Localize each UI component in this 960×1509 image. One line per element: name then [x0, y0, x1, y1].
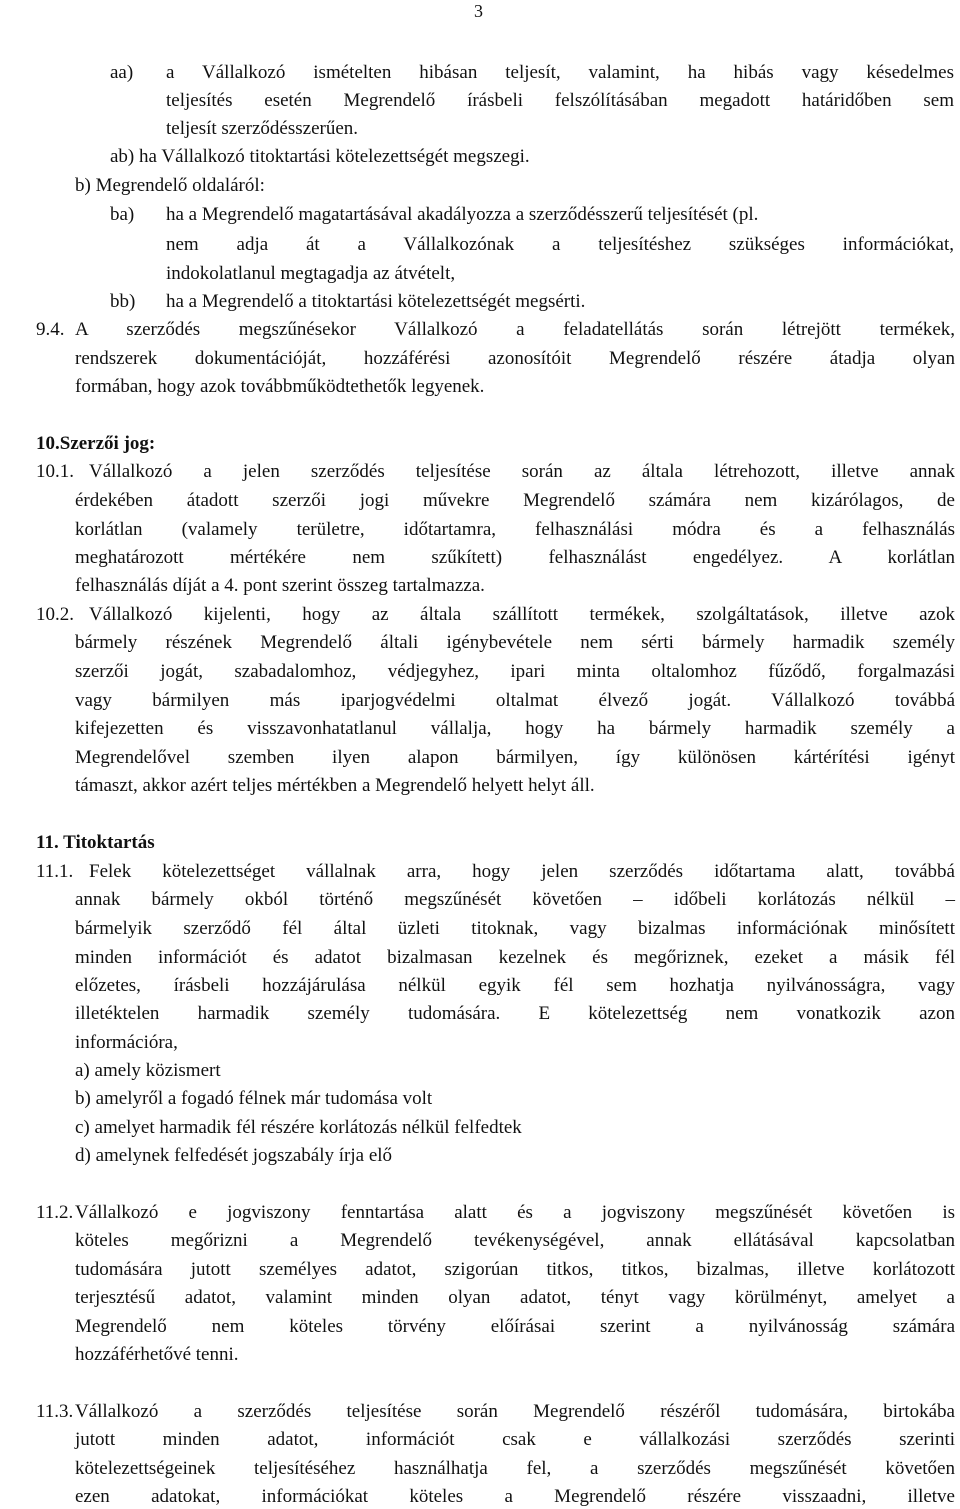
para-10-2-line: bármely részének Megrendelő általi igénybevétele nem sérti bármely harmadik személy: [75, 632, 955, 653]
section-10-heading: 10.Szerzői jog:: [36, 433, 156, 454]
item-ba-label: ba): [110, 204, 135, 225]
list-item: c) amelyet harmadik fél részére korlátozás nélkül felfedtek: [75, 1117, 522, 1138]
para-11-3-line: jutott minden adatot, információt csak e vállalkozási szerződés szerinti: [75, 1429, 955, 1450]
item-ba-line: nem adja át a Vállalkozónak a teljesítéshez szükséges információkat,: [166, 234, 954, 255]
para-10-2-line: kifejezetten és visszavonhatatlanul vállalja, hogy ha bármely harmadik személy a: [75, 718, 955, 739]
para-10-1-label: 10.1.: [36, 461, 74, 482]
para-10-2-line: vagy bármilyen más iparjogvédelmi oltalmat élvező jogát. Vállalkozó továbbá: [75, 690, 955, 711]
para-10-2-line: Megrendelővel szemben ilyen alapon bármilyen, így különösen kártérítési igényt: [75, 747, 955, 768]
para-11-3-line: ezen adatokat, információkat köteles a Megrendelő részére visszaadni, illetve: [75, 1486, 955, 1507]
para-10-2-line: szerzői jogát, szabadalomhoz, védjegyhez, ipari minta oltalomhoz fűződő, forgalmazási: [75, 661, 955, 682]
item-ba-line: indokolatlanul megtagadja az átvételt,: [166, 263, 456, 284]
para-11-1-line: előzetes, írásbeli hozzájárulása nélkül egyik fél sem hozhatja nyilvánosságra, vagy: [75, 975, 955, 996]
para-9-4-line: A szerződés megszűnésekor Vállalkozó a feladatellátás során létrejött termékek,: [75, 319, 955, 340]
para-9-4-line: formában, hogy azok továbbműködtethetők legyenek.: [75, 376, 485, 397]
para-9-4-label: 9.4.: [36, 319, 65, 340]
item-bb-label: bb): [110, 291, 136, 312]
item-aa-label: aa): [110, 62, 134, 83]
page-number: 3: [474, 1, 483, 21]
list-item: d) amelynek felfedését jogszabály írja elő: [75, 1145, 393, 1166]
item-b: b) Megrendelő oldaláról:: [75, 175, 265, 196]
para-11-1-line: bármelyik szerződő fél által üzleti titoknak, vagy bizalmas információnak minősített: [75, 918, 955, 939]
item-aa-line: a Vállalkozó ismételten hibásan teljesít, valamint, ha hibás vagy késedelmes: [166, 62, 954, 83]
para-11-3-line: kötelezettségeinek teljesítéséhez használhatja fel, a szerződés megszűnését követően: [75, 1458, 955, 1479]
item-ab: ab) ha Vállalkozó titoktartási kötelezettségét megszegi.: [110, 146, 530, 167]
para-11-3-line: Vállalkozó a szerződés teljesítése során Megrendelő részéről tudomására, birtokába: [75, 1401, 955, 1422]
para-11-1-label: 11.1.: [36, 861, 74, 882]
para-11-2-line: Megrendelő nem köteles törvény előírásai szerint a nyilvánosság számára: [75, 1316, 955, 1337]
para-11-1-line: illetéktelen harmadik személy tudomására. E kötelezettség nem vonatkozik azon: [75, 1003, 955, 1024]
para-11-2-line: terjesztésű adatot, valamint minden olyan adatot, tényt vagy körülményt, amelyet a: [75, 1287, 955, 1308]
para-11-1-line: Felek kötelezettséget vállalnak arra, hogy jelen szerződés időtartama alatt, továbbá: [89, 861, 955, 882]
item-aa-line: teljesítés esetén Megrendelő írásbeli felszólításában megadott határidőben sem: [166, 90, 954, 111]
para-9-4-line: rendszerek dokumentációját, hozzáférési azonosítóit Megrendelő részére átadja olyan: [75, 348, 955, 369]
para-11-1-line: minden információt és adatot bizalmasan kezelnek és megőriznek, ezeket a másik fél: [75, 947, 955, 968]
para-11-2-label: 11.2.: [36, 1202, 74, 1223]
para-11-2-line: köteles megőrizni a Megrendelő tevékenységével, annak ellátásával kapcsolatban: [75, 1230, 955, 1251]
para-11-1-line: annak bármely okból történő megszűnését követően – időbeli korlátozás nélkül –: [75, 889, 955, 910]
list-item: a) amely közismert: [75, 1060, 221, 1081]
para-11-3-label: 11.3.: [36, 1401, 74, 1422]
section-11-heading: 11. Titoktartás: [36, 832, 155, 853]
para-10-1-line: érdekében átadott szerzői jogi művekre Megrendelő számára nem kizárólagos, de: [75, 490, 955, 511]
para-10-1-line: meghatározott mértékére nem szűkített) felhasználást engedélyez. A korlátlan: [75, 547, 955, 568]
para-10-1-line: felhasználás díját a 4. pont szerint összeg tartalmazza.: [75, 575, 485, 596]
para-10-2-line: támaszt, akkor azért teljes mértékben a Megrendelő helyett helyt áll.: [75, 775, 595, 796]
item-bb-text: ha a Megrendelő a titoktartási kötelezettségét megsérti.: [166, 291, 586, 312]
para-10-1-line: korlátlan (valamely területre, időtartamra, felhasználási módra és a felhasználás: [75, 519, 955, 540]
para-10-1-line: Vállalkozó a jelen szerződés teljesítése során az általa létrehozott, illetve annak: [89, 461, 955, 482]
item-ba-line: ha a Megrendelő magatartásával akadályozza a szerződésszerű teljesítését (pl.: [166, 204, 759, 225]
para-10-2-line: Vállalkozó kijelenti, hogy az általa szállított termékek, szolgáltatások, illetve azok: [89, 604, 955, 625]
para-10-2-label: 10.2.: [36, 604, 74, 625]
para-11-1-line: információra,: [75, 1032, 178, 1053]
item-aa-line: teljesít szerződésszerűen.: [166, 118, 359, 139]
para-11-2-line: hozzáférhetővé tenni.: [75, 1344, 239, 1365]
para-11-2-line: tudomására jutott személyes adatot, szigorúan titkos, titkos, bizalmas, illetve korlátozott: [75, 1259, 955, 1280]
list-item: b) amelyről a fogadó félnek már tudomása volt: [75, 1088, 433, 1109]
para-11-2-line: Vállalkozó e jogviszony fenntartása alatt és a jogviszony megszűnését követően is: [75, 1202, 955, 1223]
